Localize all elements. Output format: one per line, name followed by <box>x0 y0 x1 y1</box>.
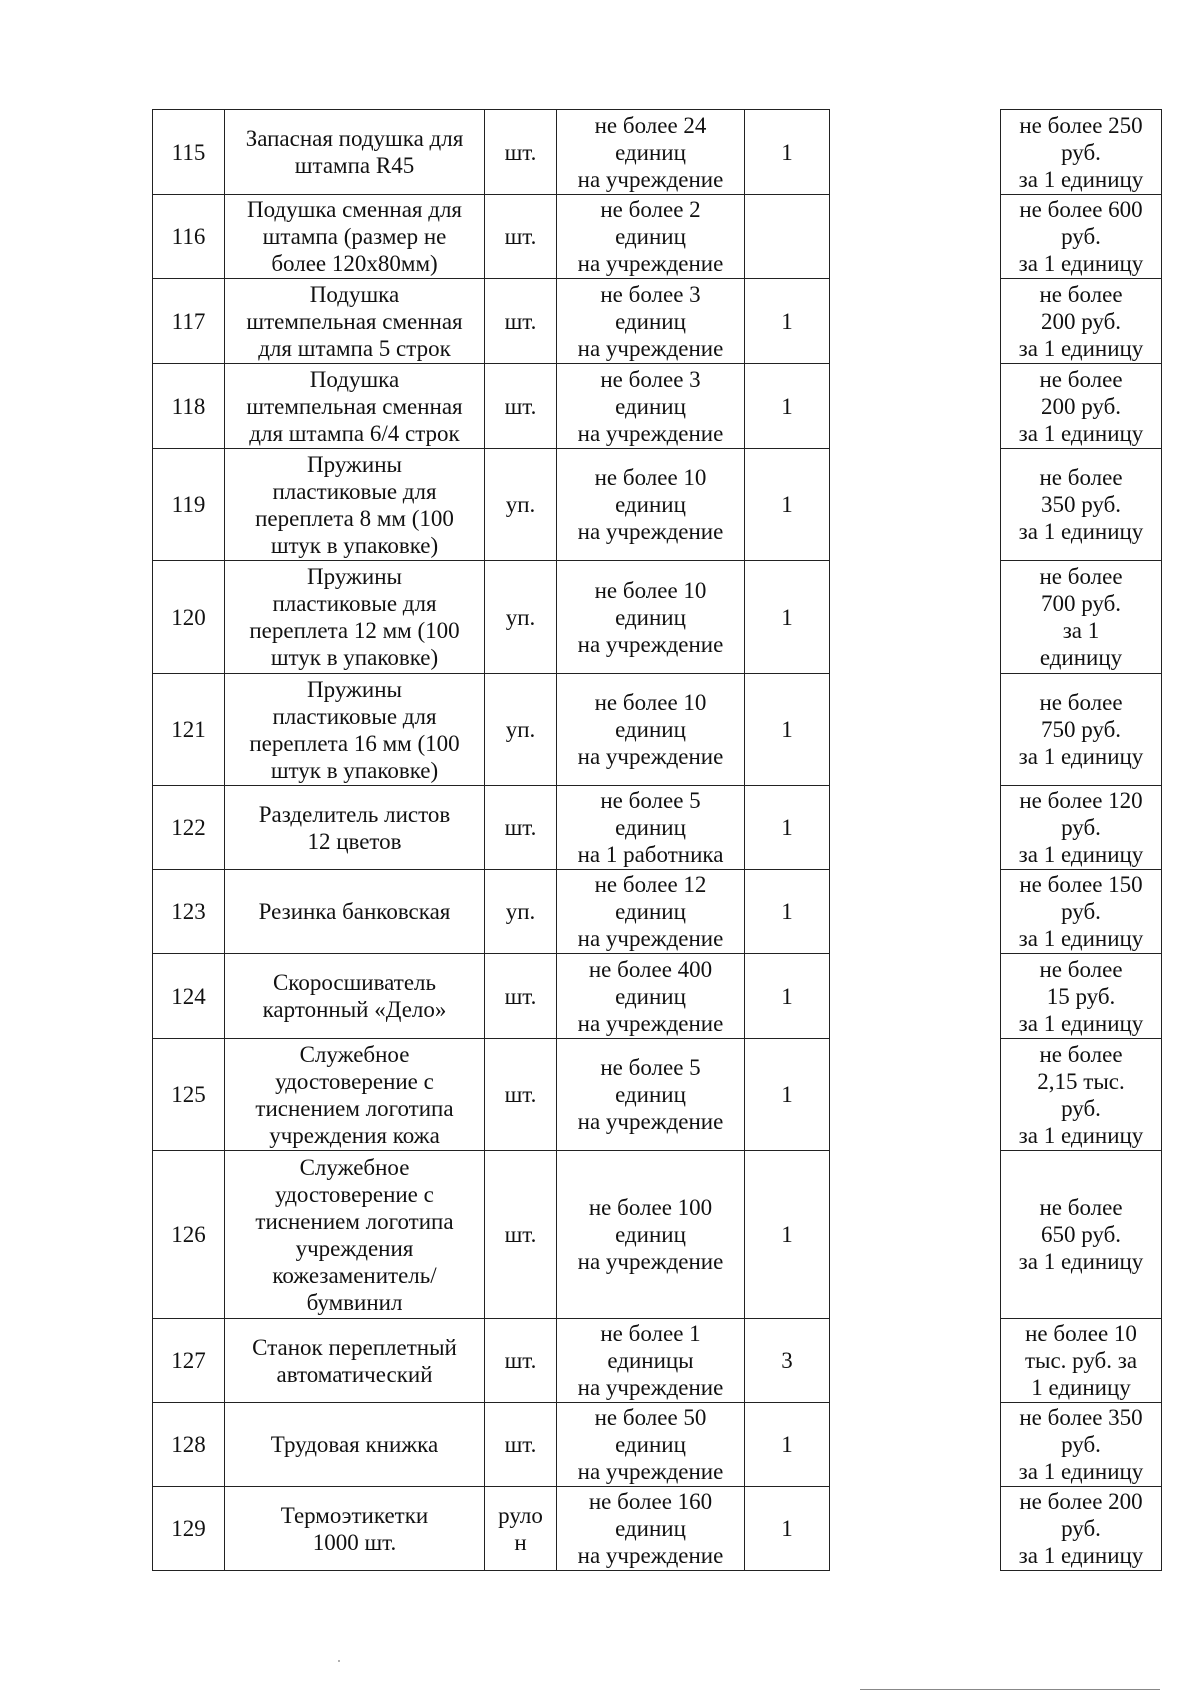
price-row <box>1001 674 1162 786</box>
item-quantity: не более 12 единиц на учреждение <box>557 870 745 954</box>
item-name: Служебное удостоверение с тиснением логотипа учреждения кожа <box>225 1039 485 1151</box>
item-name: Запасная подушка для штампа R45 <box>225 110 485 195</box>
table-row <box>153 364 830 449</box>
table-row <box>153 110 830 195</box>
table-row <box>153 279 830 364</box>
item-quantity: не более 1 единицы на учреждение <box>557 1319 745 1403</box>
price-table-body <box>1001 110 1162 1571</box>
price-row <box>1001 195 1162 279</box>
table-row <box>153 674 830 786</box>
price-row <box>1001 561 1162 674</box>
item-quantity: не более 2 единиц на учреждение <box>557 195 745 279</box>
table-row <box>153 449 830 561</box>
item-name: Скоросшиватель картонный «Дело» <box>225 954 485 1039</box>
item-price: не более 200 руб. за 1 единицу <box>1001 279 1162 364</box>
item-unit: уп. <box>485 561 557 674</box>
item-name: Пружины пластиковые для переплета 12 мм (100 штук в упаковке) <box>225 561 485 674</box>
item-quantity: не более 24 единиц на учреждение <box>557 110 745 195</box>
table-row <box>153 1319 830 1403</box>
item-unit: шт. <box>485 954 557 1039</box>
item-number: 119 <box>153 449 225 561</box>
item-count: 1 <box>745 674 830 786</box>
item-name: Разделитель листов 12 цветов <box>225 786 485 870</box>
item-unit: шт. <box>485 364 557 449</box>
item-count <box>745 195 830 279</box>
item-quantity: не более 400 единиц на учреждение <box>557 954 745 1039</box>
item-name: Подушка штемпельная сменная для штампа 5 строк <box>225 279 485 364</box>
item-number: 118 <box>153 364 225 449</box>
price-row <box>1001 110 1162 195</box>
item-unit: шт. <box>485 1151 557 1319</box>
item-price: не более 2,15 тыс. руб. за 1 единицу <box>1001 1039 1162 1151</box>
item-number: 128 <box>153 1403 225 1487</box>
item-quantity: не более 5 единиц на 1 работника <box>557 786 745 870</box>
item-unit: шт. <box>485 110 557 195</box>
item-name: Служебное удостоверение с тиснением логотипа учреждения кожезаменитель/ бумвинил <box>225 1151 485 1319</box>
item-name: Станок переплетный автоматический <box>225 1319 485 1403</box>
item-price: не более 150 руб. за 1 единицу <box>1001 870 1162 954</box>
item-quantity: не более 10 единиц на учреждение <box>557 674 745 786</box>
item-price: не более 250 руб. за 1 единицу <box>1001 110 1162 195</box>
item-unit: шт. <box>485 279 557 364</box>
item-name: Подушка штемпельная сменная для штампа 6/4 строк <box>225 364 485 449</box>
table-row <box>153 561 830 674</box>
price-row <box>1001 870 1162 954</box>
item-quantity: не более 160 единиц на учреждение <box>557 1487 745 1571</box>
scan-speck <box>338 1660 340 1662</box>
items-table <box>152 109 830 1571</box>
item-price: не более 200 руб. за 1 единицу <box>1001 1487 1162 1571</box>
item-quantity: не более 10 единиц на учреждение <box>557 561 745 674</box>
item-count: 3 <box>745 1319 830 1403</box>
item-price: не более 650 руб. за 1 единицу <box>1001 1151 1162 1319</box>
item-number: 123 <box>153 870 225 954</box>
table-row <box>153 786 830 870</box>
item-name: Термоэтикетки 1000 шт. <box>225 1487 485 1571</box>
price-row <box>1001 1319 1162 1403</box>
item-price: не более 350 руб. за 1 единицу <box>1001 1403 1162 1487</box>
item-count: 1 <box>745 1403 830 1487</box>
item-count: 1 <box>745 1487 830 1571</box>
price-row <box>1001 954 1162 1039</box>
item-price: не более 700 руб. за 1 единицу <box>1001 561 1162 674</box>
items-table-body <box>153 110 830 1571</box>
table-row <box>153 1039 830 1151</box>
item-price: не более 15 руб. за 1 единицу <box>1001 954 1162 1039</box>
item-number: 117 <box>153 279 225 364</box>
price-row <box>1001 364 1162 449</box>
item-quantity: не более 10 единиц на учреждение <box>557 449 745 561</box>
item-number: 122 <box>153 786 225 870</box>
item-price: не более 350 руб. за 1 единицу <box>1001 449 1162 561</box>
item-count: 1 <box>745 954 830 1039</box>
table-row <box>153 1151 830 1319</box>
table-row <box>153 1403 830 1487</box>
item-count: 1 <box>745 1039 830 1151</box>
item-price: не более 600 руб. за 1 единицу <box>1001 195 1162 279</box>
item-number: 115 <box>153 110 225 195</box>
item-number: 129 <box>153 1487 225 1571</box>
item-name: Пружины пластиковые для переплета 8 мм (100 штук в упаковке) <box>225 449 485 561</box>
footer-rule <box>860 1689 1160 1690</box>
item-quantity: не более 50 единиц на учреждение <box>557 1403 745 1487</box>
item-count: 1 <box>745 364 830 449</box>
item-count: 1 <box>745 449 830 561</box>
item-number: 125 <box>153 1039 225 1151</box>
item-quantity: не более 100 единиц на учреждение <box>557 1151 745 1319</box>
item-unit: шт. <box>485 786 557 870</box>
item-unit: руло н <box>485 1487 557 1571</box>
item-unit: шт. <box>485 1039 557 1151</box>
item-number: 126 <box>153 1151 225 1319</box>
item-unit: уп. <box>485 870 557 954</box>
price-row <box>1001 1487 1162 1571</box>
table-row <box>153 870 830 954</box>
item-number: 116 <box>153 195 225 279</box>
item-price: не более 120 руб. за 1 единицу <box>1001 786 1162 870</box>
item-count: 1 <box>745 110 830 195</box>
item-number: 127 <box>153 1319 225 1403</box>
price-row <box>1001 279 1162 364</box>
item-quantity: не более 3 единиц на учреждение <box>557 279 745 364</box>
item-count: 1 <box>745 279 830 364</box>
table-row <box>153 954 830 1039</box>
item-quantity: не более 5 единиц на учреждение <box>557 1039 745 1151</box>
item-price: не более 10 тыс. руб. за 1 единицу <box>1001 1319 1162 1403</box>
item-count: 1 <box>745 870 830 954</box>
item-quantity: не более 3 единиц на учреждение <box>557 364 745 449</box>
item-number: 121 <box>153 674 225 786</box>
item-number: 124 <box>153 954 225 1039</box>
item-unit: шт. <box>485 1403 557 1487</box>
item-price: не более 750 руб. за 1 единицу <box>1001 674 1162 786</box>
item-name: Подушка сменная для штампа (размер не более 120х80мм) <box>225 195 485 279</box>
price-row <box>1001 1151 1162 1319</box>
item-name: Резинка банковская <box>225 870 485 954</box>
item-unit: шт. <box>485 1319 557 1403</box>
table-row <box>153 1487 830 1571</box>
price-row <box>1001 1403 1162 1487</box>
price-row <box>1001 786 1162 870</box>
price-table <box>1000 109 1162 1571</box>
item-name: Трудовая книжка <box>225 1403 485 1487</box>
item-name: Пружины пластиковые для переплета 16 мм (100 штук в упаковке) <box>225 674 485 786</box>
item-number: 120 <box>153 561 225 674</box>
table-row <box>153 195 830 279</box>
item-unit: шт. <box>485 195 557 279</box>
item-unit: уп. <box>485 674 557 786</box>
item-price: не более 200 руб. за 1 единицу <box>1001 364 1162 449</box>
item-count: 1 <box>745 561 830 674</box>
item-count: 1 <box>745 1151 830 1319</box>
price-row <box>1001 1039 1162 1151</box>
price-row <box>1001 449 1162 561</box>
item-count: 1 <box>745 786 830 870</box>
item-unit: уп. <box>485 449 557 561</box>
